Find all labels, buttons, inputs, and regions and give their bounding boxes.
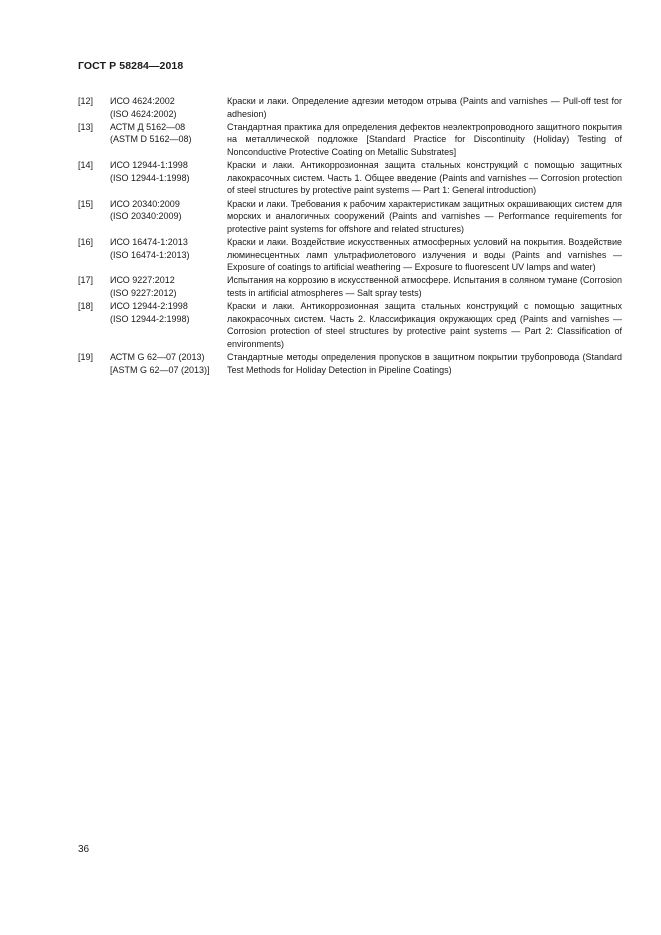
reference-number: [17] <box>78 275 94 286</box>
reference-codes <box>110 159 227 184</box>
bibliography-list <box>78 95 622 377</box>
reference-codes <box>110 236 227 261</box>
reference-code-secondary: (ASTM D 5162—08) <box>110 134 192 145</box>
reference-code-secondary: (ISO 4624:2002) <box>110 108 177 119</box>
reference-number: [12] <box>78 96 94 106</box>
reference-code-primary: ИСО 9227:2012 <box>110 275 175 286</box>
reference-description: Краски и лаки. Воздействие искусственных атмосферных условий на покрытия. Воздействие люминесцентных ламп ультрафиолетового излучения и воды (Paints and varnishes — Exposure of coatings to artificial weathering — Exposure to fluorescent UV lamps and water) <box>227 236 622 273</box>
reference-code-primary: ИСО 12944-1:1998 <box>110 160 188 171</box>
reference-number: [16] <box>78 236 94 247</box>
reference-number: [19] <box>78 352 94 363</box>
reference-code-secondary: (ISO 9227:2012) <box>110 287 177 298</box>
document-header: ГОСТ Р 58284—2018 <box>78 60 184 72</box>
reference-code-primary: АСТМ Д 5162—08 <box>110 121 186 132</box>
reference-number: [18] <box>78 301 94 312</box>
reference-description: Краски и лаки. Определение адгезии методом отрыва (Paints and varnishes — Pull-off test for adhesion) <box>227 96 622 119</box>
reference-item <box>78 351 622 376</box>
reference-item <box>78 159 622 197</box>
reference-description: Стандартная практика для определения дефектов неэлектропроводного защитного покрытия на металлической подложке [Standard Practice for Discontinuity (Holiday) Testing of Nonconductive Protective Coating on Metallic Substrates] <box>227 121 622 157</box>
reference-item <box>78 95 622 120</box>
reference-item <box>78 274 622 299</box>
reference-code-secondary: (ISO 12944-1:1998) <box>110 172 190 183</box>
reference-description: Краски и лаки. Антикоррозионная защита стальных конструкций с помощью защитных лакокрасочных систем. Часть 1. Общее введение (Paints and varnishes — Corrosion protection of steel structures by protective paint systems — Part 1: General introduction) <box>227 160 622 196</box>
reference-code-primary: ИСО 16474-1:2013 <box>110 236 188 247</box>
reference-number: [14] <box>78 160 94 171</box>
reference-code-primary: ИСО 12944-2:1998 <box>110 301 188 312</box>
reference-description: Стандартные методы определения пропусков в защитном покрытии трубопровода (Standard Test Methods for Holiday Detection in Pipeline Coatings) <box>227 352 622 375</box>
reference-codes <box>110 300 227 325</box>
reference-description: Краски и лаки. Антикоррозионная защита стальных конструкций с помощью защитных лакокрасочных систем. Часть 2. Классификация окружающих сред (Paints and varnishes — Corrosion protection of steel structures by protective paint systems — Part 2: Classification of environments) <box>227 301 622 349</box>
reference-code-secondary: (ISO 16474-1:2013) <box>110 249 190 260</box>
page-number: 36 <box>78 844 90 855</box>
reference-code-primary: ИСО 20340:2009 <box>110 198 180 209</box>
reference-item <box>78 236 622 274</box>
reference-number: [15] <box>78 198 94 209</box>
reference-code-secondary: [ASTM G 62—07 (2013)] <box>110 364 210 375</box>
reference-codes <box>110 351 227 376</box>
reference-codes <box>110 198 227 223</box>
reference-codes <box>110 95 227 120</box>
reference-code-secondary: (ISO 20340:2009) <box>110 211 182 222</box>
reference-code-secondary: (ISO 12944-2:1998) <box>110 313 190 324</box>
reference-number: [13] <box>78 121 94 132</box>
reference-code-primary: ИСО 4624:2002 <box>110 96 175 106</box>
reference-item <box>78 300 622 350</box>
reference-code-primary: АСТМ G 62—07 (2013) <box>110 352 205 363</box>
reference-item <box>78 198 622 236</box>
reference-item <box>78 121 622 159</box>
reference-description: Краски и лаки. Требования к рабочим характеристикам защитных окрашивающих систем для морских и аналогичных сооружений (Paints and varnishes — Performance requirements for protective paint systems for offshore and related structures) <box>227 198 622 234</box>
reference-description: Испытания на коррозию в искусственной атмосфере. Испытания в соляном тумане (Corrosion tests in artificial atmospheres — Salt spray tests) <box>227 275 622 298</box>
reference-codes <box>110 121 227 146</box>
reference-codes <box>110 274 227 299</box>
